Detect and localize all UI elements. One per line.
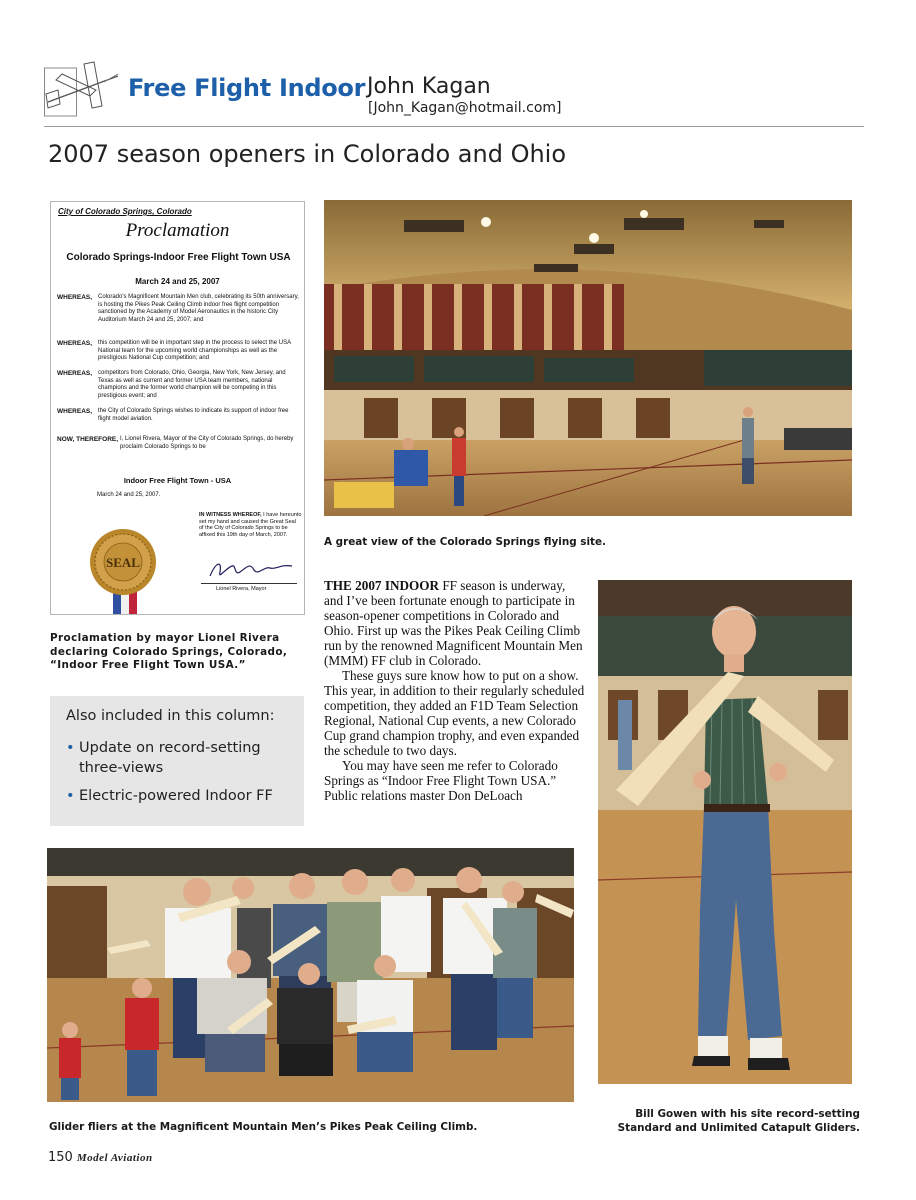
clause-keyword: WHEREAS, xyxy=(57,370,93,377)
mayor-signature xyxy=(206,558,296,582)
glider-logo-icon xyxy=(44,60,122,118)
sidebar-item xyxy=(66,786,288,806)
proclamation-witness xyxy=(199,512,302,538)
clause-keyword: WHEREAS, xyxy=(57,408,93,415)
clause-keyword: NOW, THEREFORE, xyxy=(57,436,119,443)
gym-caption: A great view of the Colorado Springs flying site. xyxy=(324,536,607,548)
group-photo xyxy=(47,848,574,1102)
proclamation-subtitle: Colorado Springs-Indoor Free Flight Town USA xyxy=(66,252,291,263)
clause-text: this competition will be in important step in the process to select the USA National team for the upcoming world championships as well as the prestigious National Cup competition; and xyxy=(98,340,291,361)
signature-name: Lionel Rivera, Mayor xyxy=(216,586,267,592)
page-footer xyxy=(48,1150,153,1165)
article-paragraph: You may have seen me refer to Colorado Springs as “Indoor Free Flight Town USA.” Public relations master Don DeLoach xyxy=(324,758,558,803)
proclamation-clause xyxy=(57,408,300,423)
clause-text: Colorado's Magnificent Mountain Men club, celebrating its 50th anniversary, is hosting the Pikes Peak Ceiling Climb indoor free flight competition sanctioned by the Academy of Model Aeronautics in the historic City Auditorium March 24 and 25, 2007; and xyxy=(98,294,299,323)
author-name: John Kagan xyxy=(367,74,491,99)
bill-gowen-photo xyxy=(598,580,852,1084)
bullet-icon: • xyxy=(66,788,75,804)
article-paragraph xyxy=(324,578,586,668)
seal-text: SEAL xyxy=(106,555,140,570)
witness-text: I have hereunto set my hand and caused the Great Seal of the City of Colorado Springs to be affixed this 19th day of March, 2007. xyxy=(199,512,302,538)
clause-text: the City of Colorado Springs wishes to indicate its support of indoor free flight model aviation. xyxy=(98,408,289,422)
page-title: 2007 season openers in Colorado and Ohio xyxy=(48,140,567,168)
proclamation-document xyxy=(50,201,305,615)
proclamation-title: Proclamation xyxy=(125,220,230,241)
sidebar-item-label: Update on record-setting three-views xyxy=(79,740,261,776)
proclamation-dates: March 24 and 25, 2007 xyxy=(135,277,220,286)
header-divider xyxy=(44,126,864,127)
sidebar-title: Also included in this column: xyxy=(66,708,275,724)
proclamation-caption: Proclamation by mayor Lionel Rivera declaring Colorado Springs, Colorado, “Indoor Free Flight Town USA.” xyxy=(50,632,288,671)
group-caption: Glider fliers at the Magnificent Mountain Men’s Pikes Peak Ceiling Climb. xyxy=(49,1121,478,1133)
article-text: FF season is underway, and I’ve been fortunate enough to participate in season-opener competitions in Colorado and Ohio. First up was the Pikes Peak Ceiling Climb run by the renowned Magnificent Mountain Men (MMM) FF club in Colorado. xyxy=(324,578,583,668)
sidebar-item-label: Electric-powered Indoor FF xyxy=(79,788,273,804)
author-email[interactable]: [John_Kagan@hotmail.com] xyxy=(368,100,562,116)
clause-keyword: WHEREAS, xyxy=(57,340,93,347)
bill-caption: Bill Gowen with his site record-setting Standard and Unlimited Catapult Gliders. xyxy=(617,1108,860,1134)
proclamation-clause xyxy=(57,436,300,451)
clause-text: competitors from Colorado, Ohio, Georgia, New York, New Jersey, and Texas as well as current and former USA team members, national champions and the former world champion will be competing in this prestigious event; and xyxy=(98,370,286,399)
article-body xyxy=(324,578,586,803)
proclamation-clause xyxy=(57,370,300,400)
gym-photo xyxy=(324,200,852,516)
proclamation-date: March 24 and 25, 2007. xyxy=(97,492,161,498)
proclamation-town: Indoor Free Flight Town - USA xyxy=(123,476,232,485)
sidebar-item xyxy=(66,738,288,778)
signature-line xyxy=(201,583,297,584)
proclamation-city: City of Colorado Springs, Colorado xyxy=(58,207,192,216)
sidebar-box xyxy=(50,696,304,826)
proclamation-clause xyxy=(57,340,300,363)
clause-text: I, Lionel Rivera, Mayor of the City of Colorado Springs, do hereby proclaim Colorado Springs to be xyxy=(120,436,294,450)
proclamation-clause xyxy=(57,294,300,324)
city-seal xyxy=(81,528,167,614)
article-lead: THE 2007 INDOOR xyxy=(324,578,440,593)
magazine-name: Model Aviation xyxy=(76,1152,153,1164)
column-name: Free Flight Indoor xyxy=(128,74,366,102)
clause-keyword: WHEREAS, xyxy=(57,294,93,301)
article-paragraph: These guys sure know how to put on a show. This year, in addition to their regularly scheduled competition, they added an F1D Team Selection Regional, National Cup events, a new Colorado Cup grand champion trophy, and even expanded the schedule to two days. xyxy=(324,668,585,758)
bullet-icon: • xyxy=(66,740,75,756)
witness-lead: IN WITNESS WHEREOF, xyxy=(199,512,262,518)
page-number: 150 xyxy=(48,1150,73,1165)
